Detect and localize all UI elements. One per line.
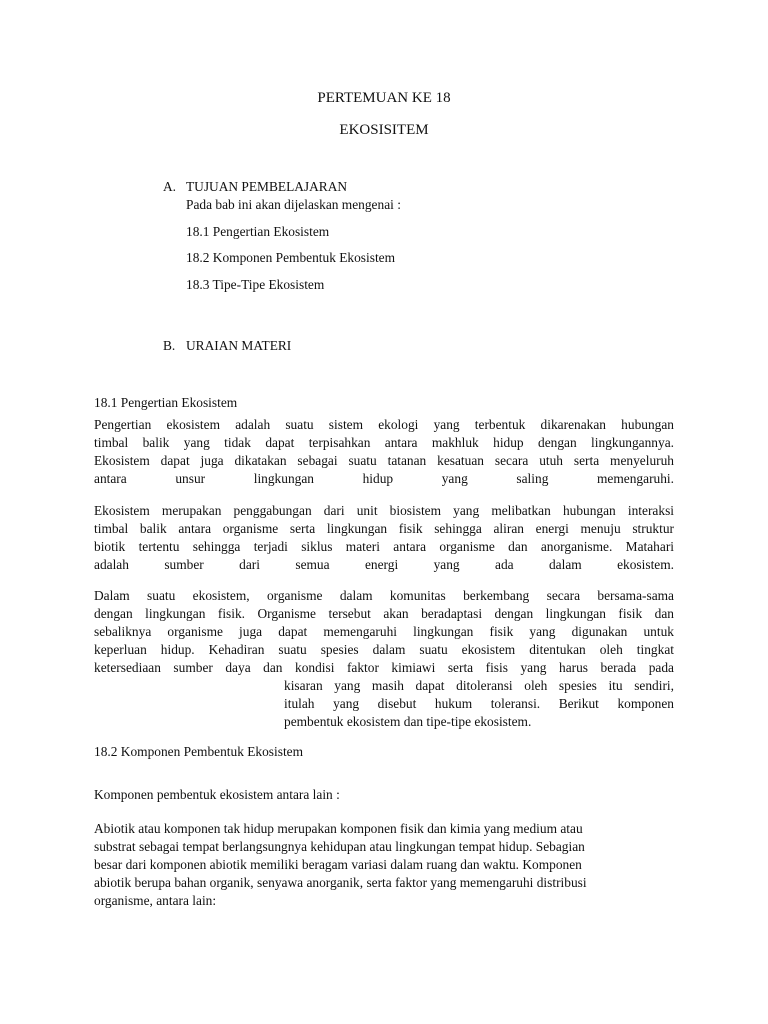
objective-item: 18.1 Pengertian Ekosistem (186, 224, 330, 239)
paragraph-line: adalah sumber dari semua energi yang ada dalam ekosistem. (94, 557, 674, 572)
paragraph-line: sebaliknya organisme juga dapat memengaruhi lingkungan fisik yang digunakan untuk (94, 624, 674, 639)
paragraph-abiotic (94, 820, 664, 910)
section-a-marker: A. (163, 179, 177, 194)
objective-item: 18.3 Tipe-Tipe Ekosistem (186, 277, 325, 292)
paragraph-line: kisaran yang masih dapat ditoleransi oleh spesies itu sendiri, (284, 678, 674, 693)
paragraph-definition (94, 416, 674, 488)
paragraph-line: Dalam suatu ekosistem, organisme dalam komunitas berkembang secara bersama-sama (94, 588, 674, 603)
section-a-intro: Pada bab ini akan dijelaskan mengenai : (186, 197, 401, 212)
paragraph-community-continued (284, 677, 674, 731)
paragraph-line: pembentuk ekosistem dan tipe-tipe ekosistem. (284, 714, 532, 729)
paragraph-line: keperluan hidup. Kehadiran suatu spesies dalam suatu ekosistem ditentukan oleh tingkat (94, 642, 674, 657)
section-b-heading: URAIAN MATERI (186, 338, 292, 353)
paragraph-line: besar dari komponen abiotik memiliki beragam variasi dalam ruang dan waktu. Komponen (94, 857, 582, 872)
paragraph-line: dengan lingkungan fisik. Organisme tersebut akan beradaptasi dengan lingkungan fisik dan (94, 606, 674, 621)
paragraph-line: substrat sebagai tempat berlangsungnya kehidupan atau lingkungan tempat hidup. Sebagian (94, 839, 585, 854)
subsection-18-2-heading: 18.2 Komponen Pembentuk Ekosistem (94, 744, 304, 759)
paragraph-line: biotik tertentu sehingga terjadi siklus materi antara organisme dan anorganisme. Matahari (94, 539, 674, 554)
section-b-marker: B. (163, 338, 176, 353)
paragraph-line: Pengertian ekosistem adalah suatu sistem ekologi yang terbentuk dikarenakan hubungan (94, 417, 674, 432)
paragraph-community (94, 587, 674, 677)
paragraph-line: Abiotik atau komponen tak hidup merupakan komponen fisik dan kimia yang medium atau (94, 821, 583, 836)
paragraph-line: abiotik berupa bahan organik, senyawa anorganik, serta faktor yang memengaruhi distribusi (94, 875, 587, 890)
objective-item: 18.2 Komponen Pembentuk Ekosistem (186, 250, 396, 265)
section-a-heading: TUJUAN PEMBELAJARAN (186, 179, 348, 194)
page-title: PERTEMUAN KE 18 (317, 90, 451, 106)
paragraph-line: itulah yang disebut hukum toleransi. Berikut komponen (284, 696, 674, 711)
paragraph-line: antara unsur lingkungan hidup yang saling memengaruhi. (94, 471, 674, 486)
paragraph-line: ketersediaan sumber daya dan kondisi faktor kimiawi serta fisis yang harus berada pada (94, 660, 674, 675)
paragraph-line: timbal balik antara organisme serta lingkungan fisik sehingga aliran energi menuju struktur (94, 521, 674, 536)
page-subtitle: EKOSISITEM (339, 122, 429, 138)
paragraph-line: Ekosistem dapat juga dikatakan sebagai suatu tatanan kesatuan secara utuh serta menyeluruh (94, 453, 674, 468)
subsection-18-1-heading: 18.1 Pengertian Ekosistem (94, 395, 238, 410)
paragraph-biosystem (94, 502, 674, 574)
paragraph-line: timbal balik yang tidak dapat terpisahkan antara makhluk hidup dengan lingkungannya. (94, 435, 674, 450)
paragraph-line: Ekosistem merupakan penggabungan dari unit biosistem yang melibatkan hubungan interaksi (94, 503, 674, 518)
paragraph-line: organisme, antara lain: (94, 893, 217, 908)
components-intro: Komponen pembentuk ekosistem antara lain : (94, 787, 340, 802)
